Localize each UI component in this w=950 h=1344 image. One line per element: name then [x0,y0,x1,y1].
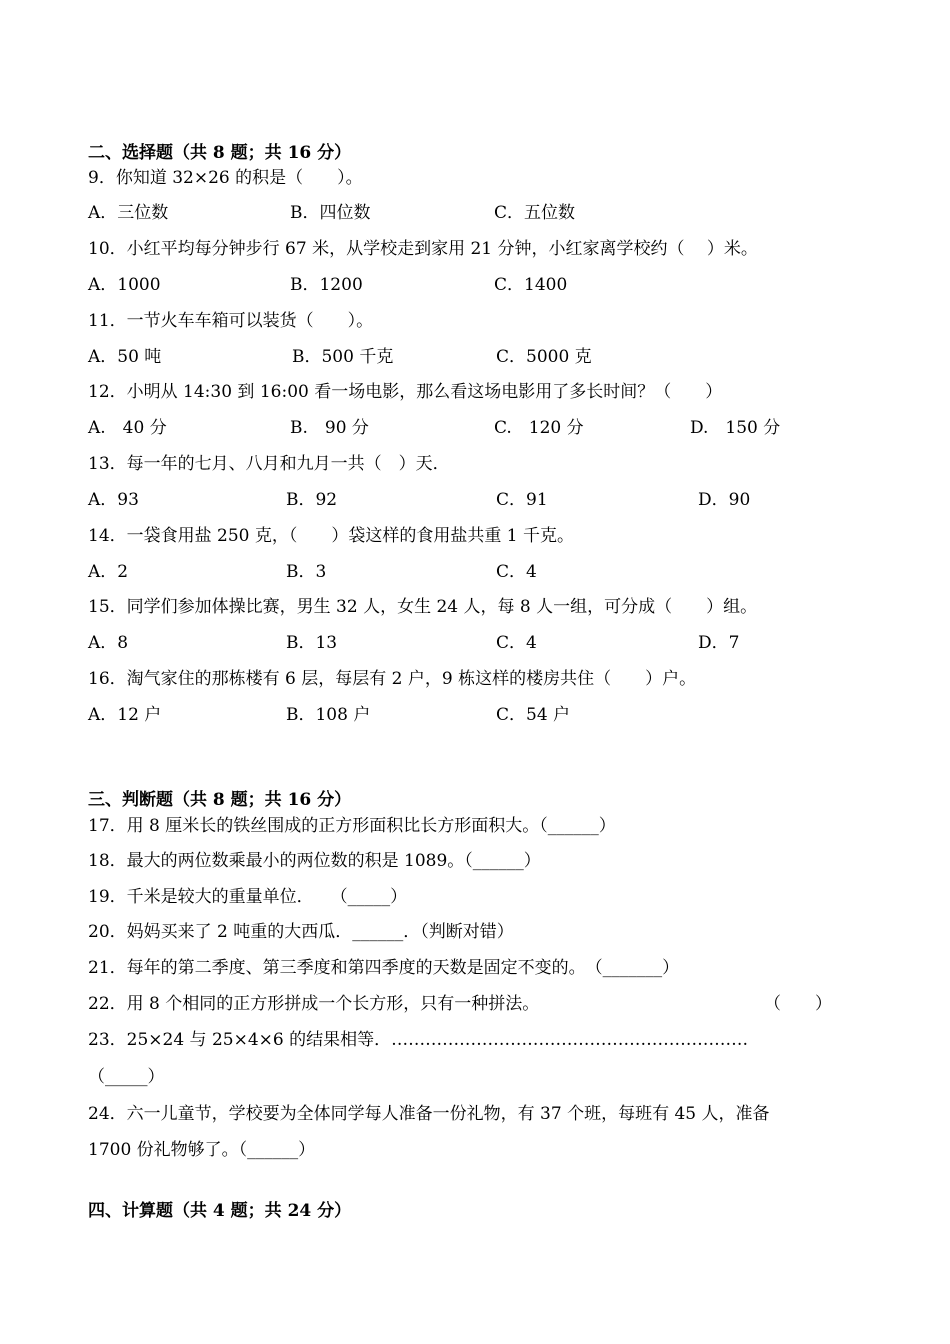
question-12: 12．小明从 14:30 到 16:00 看一场电影，那么看这场电影用了多长时间？（ ） [88,382,723,402]
question-24-line1: 24．六一儿童节，学校要为全体同学每人准备一份礼物，有 37 个班，每班有 45 人，准备 [88,1104,770,1124]
q9-option-a: A．三位数 [88,203,169,223]
section-2-heading: 二、选择题（共 8 题；共 16 分） [88,143,352,163]
q11-option-a: A．50 吨 [88,347,162,367]
question-20: 20．妈妈买来了 2 吨重的大西瓜．______．（判断对错） [88,922,514,942]
question-23-blank: （_____） [88,1067,165,1087]
q16-option-b: B．108 户 [286,705,371,725]
q16-option-a: A．12 户 [88,705,162,725]
question-16: 16．淘气家住的那栋楼有 6 层，每层有 2 户，9 栋这样的楼房共住（ ）户。 [88,669,697,689]
question-17: 17．用 8 厘米长的铁丝围成的正方形面积比长方形面积大。（______） [88,816,616,836]
section-4-heading: 四、计算题（共 4 题；共 24 分） [88,1201,352,1221]
q12-option-b: B. 90 分 [290,418,369,438]
q15-option-d: D．7 [698,633,740,653]
q13-option-c: C．91 [496,490,548,510]
q10-option-c: C．1400 [494,275,568,295]
q9-option-b: B．四位数 [290,203,371,223]
question-15: 15．同学们参加体操比赛，男生 32 人，女生 24 人，每 8 人一组，可分成（ ）组。 [88,597,758,617]
q12-option-d: D. 150 分 [690,418,781,438]
q15-option-b: B．13 [286,633,338,653]
q13-option-b: B．92 [286,490,338,510]
question-22-blank: （ ） [764,994,832,1014]
q11-option-b: B．500 千克 [292,347,394,367]
question-13: 13．每一年的七月、八月和九月一共（ ）天． [88,454,450,474]
q13-option-d: D．90 [698,490,751,510]
q13-option-a: A．93 [88,490,139,510]
question-18: 18．最大的两位数乘最小的两位数的积是 1089。（______） [88,851,541,871]
question-24-line2: 1700 份礼物够了。（______） [88,1140,316,1160]
question-10: 10．小红平均每分钟步行 67 米，从学校走到家用 21 分钟，小红家离学校约（ ）米。 [88,239,758,259]
q16-option-c: C．54 户 [496,705,571,725]
q14-option-a: A．2 [88,562,129,582]
q11-option-c: C．5000 克 [496,347,592,367]
q15-option-a: A．8 [88,633,129,653]
q10-option-a: A．1000 [88,275,161,295]
section-3-heading: 三、判断题（共 8 题；共 16 分） [88,790,352,810]
question-23: 23．25×24 与 25×4×6 的结果相等．……………………………………………………… [88,1030,749,1050]
q12-option-c: C. 120 分 [494,418,584,438]
q15-option-c: C．4 [496,633,537,653]
q12-option-a: A. 40 分 [88,418,167,438]
question-22: 22．用 8 个相同的正方形拼成一个长方形，只有一种拼法。 [88,994,540,1014]
q14-option-c: C．4 [496,562,537,582]
question-11: 11．一节火车车箱可以装货（ ）。 [88,311,374,331]
question-14: 14．一袋食用盐 250 克，（ ）袋这样的食用盐共重 1 千克。 [88,526,575,546]
question-19: 19．千米是较大的重量单位． （_____） [88,887,408,907]
q9-option-c: C．五位数 [494,203,576,223]
q10-option-b: B．1200 [290,275,363,295]
question-21: 21．每年的第二季度、第三季度和第四季度的天数是固定不变的。 （_______） [88,958,680,978]
q14-option-b: B．3 [286,562,327,582]
question-9: 9．你知道 32×26 的积是（ ）。 [88,168,363,188]
